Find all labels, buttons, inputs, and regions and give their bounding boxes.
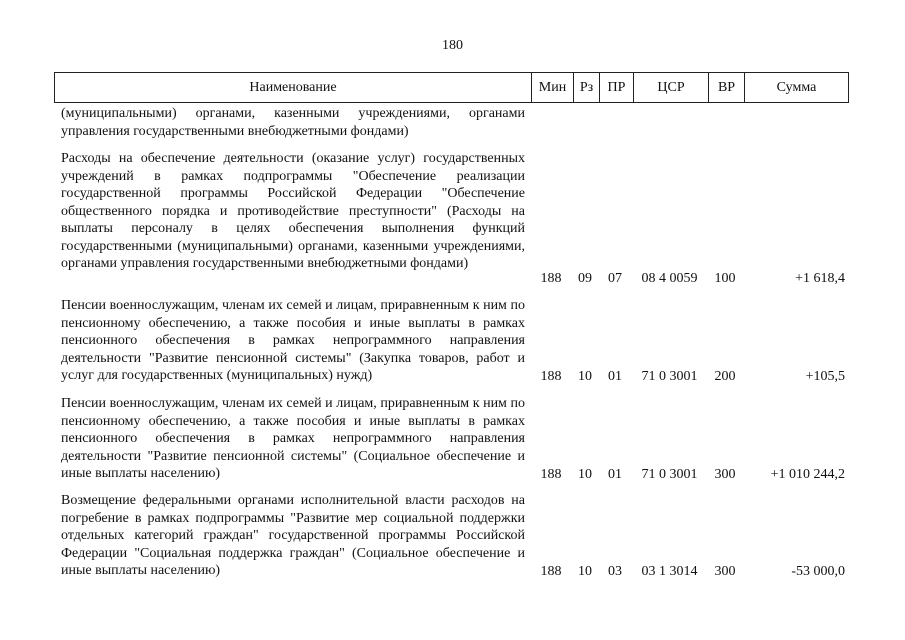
row-rz: 09 (578, 270, 592, 286)
header-vr: ВР (708, 73, 744, 102)
table-header (54, 72, 849, 103)
row-pr: 03 (608, 563, 622, 579)
header-rz: Рз (573, 73, 599, 102)
row-vr: 300 (714, 563, 736, 579)
row-csr: 71 0 3001 (641, 368, 698, 384)
row-rz: 10 (578, 563, 592, 579)
header-pr: ПР (599, 73, 633, 102)
row-name: Пенсии военнослужащим, членам их семей и лицам, приравненным к ним по пенсионному обеспечению, а также пособия и иные выплаты в рамках пенсионного обеспечения в рамках непрограммного направления деятельности "Развитие пенсионной системы" (Социальное обеспечение и иные выплаты населению) (61, 396, 525, 481)
row-min: 188 (540, 563, 562, 579)
table-row (0, 297, 905, 385)
row-pr: 07 (608, 270, 622, 286)
row-pr: 01 (608, 466, 622, 482)
table-row (0, 150, 905, 287)
row-vr: 100 (714, 270, 736, 286)
row-sum: +1 010 244,2 (770, 466, 845, 482)
table-row (0, 105, 905, 140)
row-pr: 01 (608, 368, 622, 384)
row-csr: 71 0 3001 (641, 466, 698, 482)
header-name: Наименование (249, 80, 337, 95)
header-min: Мин (531, 73, 573, 102)
row-vr: 200 (714, 368, 736, 384)
row-sum: +105,5 (805, 368, 845, 384)
row-rz: 10 (578, 368, 592, 384)
row-csr: 08 4 0059 (641, 270, 698, 286)
row-csr: 03 1 3014 (641, 563, 698, 579)
row-sum: +1 618,4 (795, 270, 845, 286)
row-name: (муниципальными) органами, казенными учреждениями, органами управления государственными внебюджетными фондами) (61, 106, 525, 139)
table-row (0, 395, 905, 483)
row-vr: 300 (714, 466, 736, 482)
row-min: 188 (540, 270, 562, 286)
row-min: 188 (540, 466, 562, 482)
header-sum: Сумма (744, 73, 848, 102)
header-csr: ЦСР (633, 73, 708, 102)
row-sum: -53 000,0 (791, 563, 845, 579)
row-rz: 10 (578, 466, 592, 482)
row-name: Расходы на обеспечение деятельности (оказание услуг) государственных учреждений в рамках подпрограммы "Обеспечение реализации государственной программы Российской Федерации "Обеспечение общественного порядка и противодействие преступности" (Расходы на выплаты персоналу в целях обеспечения выполнения функций государственными (муниципальными) органами, казенными учреждениями, органами управления государственными внебюджетными фондами) (61, 151, 525, 271)
row-min: 188 (540, 368, 562, 384)
row-name: Возмещение федеральными органами исполнительной власти расходов на погребение в рамках подпрограммы "Развитие мер социальной поддержки отдельных категорий граждан" государственной программы Российской Федерации "Социальная поддержка граждан" (Социальное обеспечение и иные выплаты населению) (61, 493, 525, 578)
page-number: 180 (442, 38, 463, 53)
table-row (0, 492, 905, 580)
row-name: Пенсии военнослужащим, членам их семей и лицам, приравненным к ним по пенсионному обеспечению, а также пособия и иные выплаты в рамках пенсионного обеспечения в рамках непрограммного направления деятельности "Развитие пенсионной системы" (Закупка товаров, работ и услуг для государственных (муниципальных) нужд) (61, 298, 525, 383)
